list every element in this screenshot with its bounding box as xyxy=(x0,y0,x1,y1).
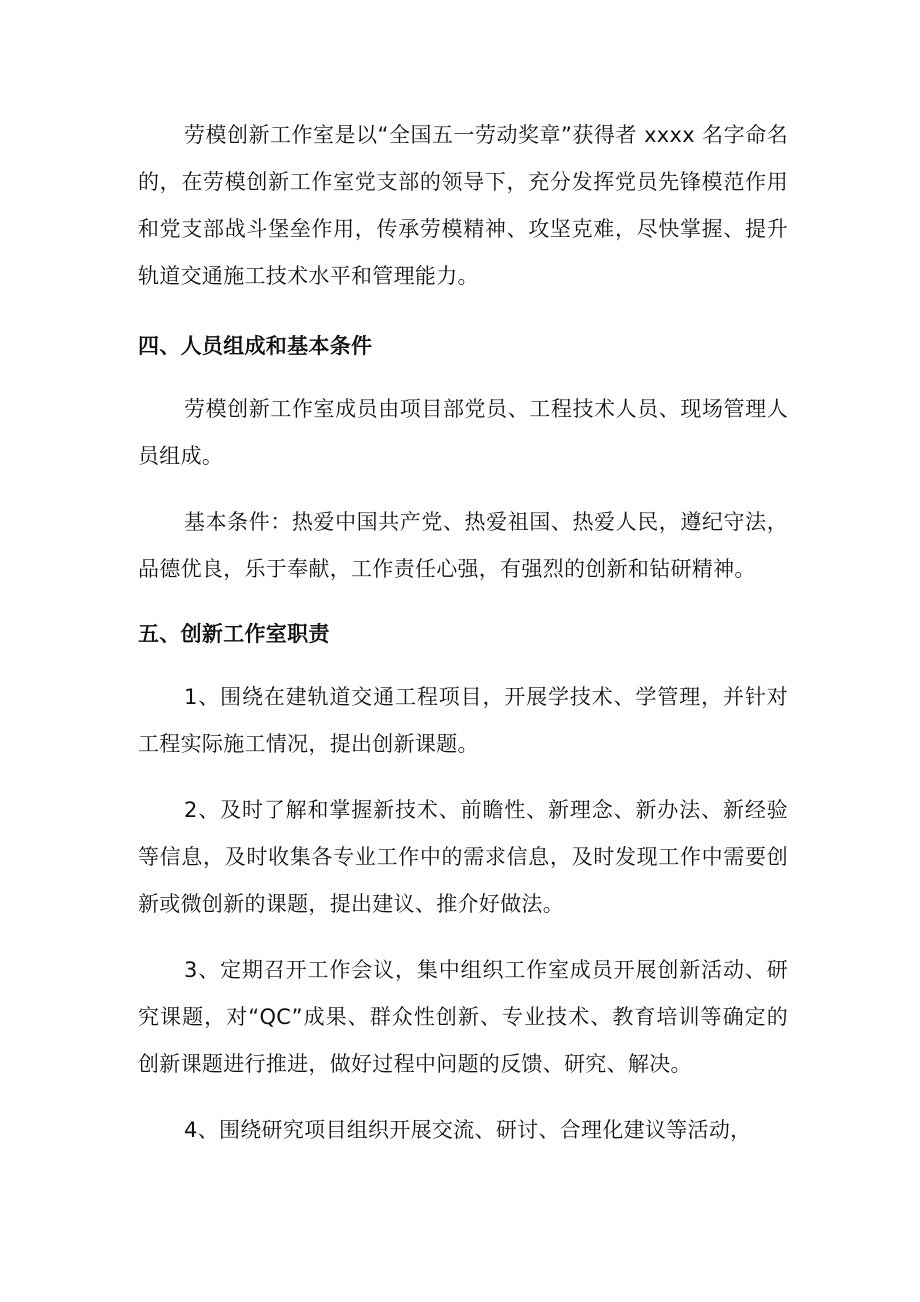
members-paragraph: 劳模创新工作室成员由项目部党员、工程技术人员、现场管理人员组成。 xyxy=(138,397,788,468)
duty-item-2: 2、及时了解和掌握新技术、前瞻性、新理念、新办法、新经验等信息，及时收集各专业工作中的需求信息，及时发现工作中需要创新或微创新的课题，提出建议、推介好做法。 xyxy=(138,798,788,916)
duty-item-1: 1、围绕在建轨道交通工程项目，开展学技术、学管理，并针对工程实际施工情况，提出创新课题。 xyxy=(138,685,788,756)
section-4-heading: 四、人员组成和基本条件 xyxy=(138,334,373,358)
conditions-paragraph: 基本条件：热爱中国共产党、热爱祖国、热爱人民，遵纪守法，品德优良，乐于奉献，工作责任心强，有强烈的创新和钻研精神。 xyxy=(138,510,788,581)
duty-item-4: 4、围绕研究项目组织开展交流、研讨、合理化建议等活动， xyxy=(184,1118,752,1142)
section-5-heading: 五、创新工作室职责 xyxy=(138,622,330,646)
intro-paragraph: 劳模创新工作室是以“全国五一劳动奖章”获得者 xxxx 名字命名的，在劳模创新工作室党支部的领导下，充分发挥党员先锋模范作用和党支部战斗堡垒作用，传承劳模精神、攻坚克难，尽快掌握、提升轨道交通施工技术水平和管理能力。 xyxy=(138,123,788,288)
duty-item-3: 3、定期召开工作会议，集中组织工作室成员开展创新活动、研究课题，对“QC”成果、群众性创新、专业技术、教育培训等确定的创新课题进行推进，做好过程中问题的反馈、研究、解决。 xyxy=(138,958,788,1076)
